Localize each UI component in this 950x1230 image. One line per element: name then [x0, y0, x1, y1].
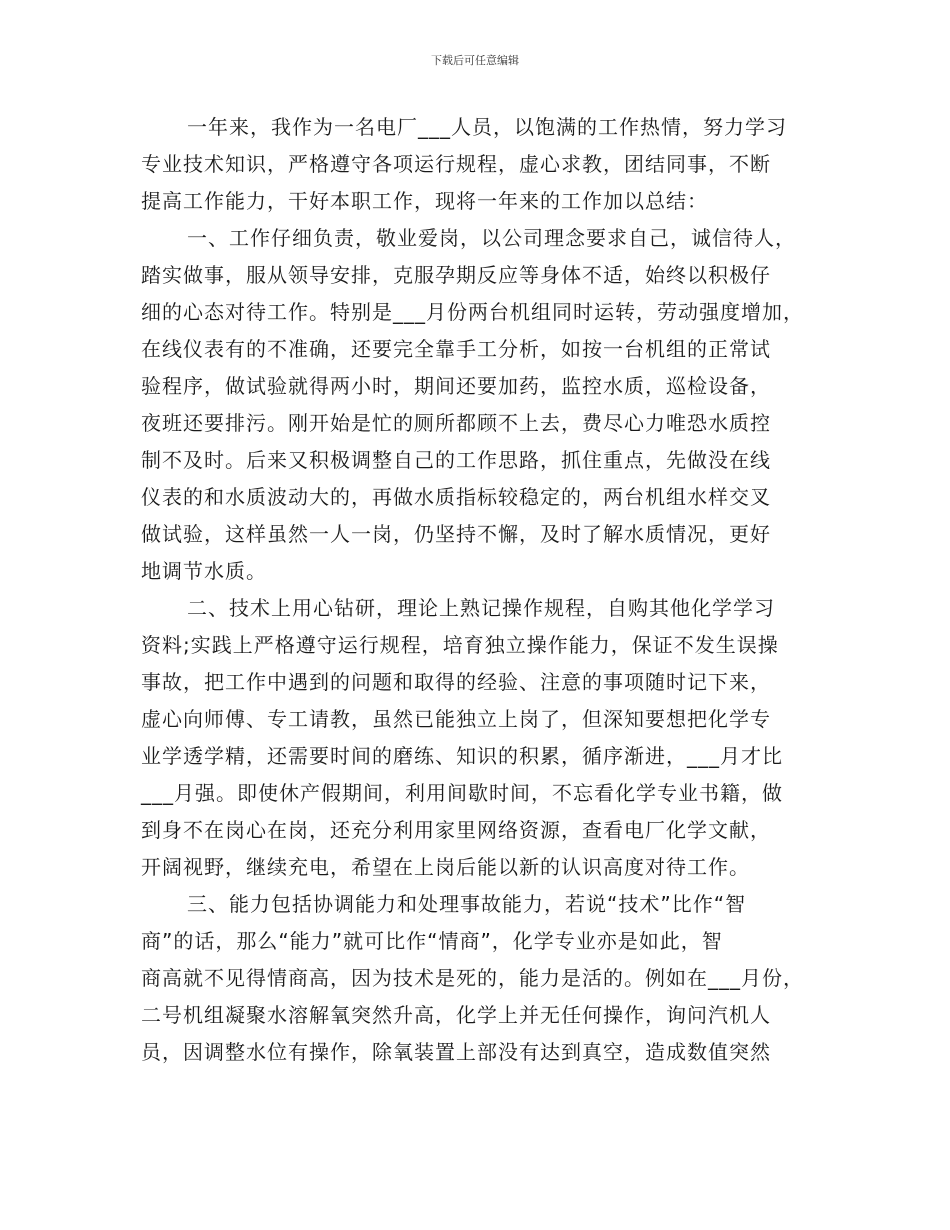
text-line: 做试验，这样虽然一人一岗，仍坚持不懈，及时了解水质情况，更好 [141, 522, 771, 546]
text-line: 在线仪表有的不准确，还要完全靠手工分析，如按一台机组的正常试 [141, 337, 771, 361]
paragraph-first-line: 二、技术上用心钻研，理论上熟记操作规程，自购其他化学学习 [187, 596, 775, 620]
text-line: 到身不在岗心在岗，还充分利用家里网络资源，查看电厂化学文献， [141, 818, 771, 842]
text-line: 细的心态对待工作。特别是___月份两台机组同时运转，劳动强度增加， [141, 300, 804, 324]
text-line: 专业技术知识，严格遵守各项运行规程，虚心求教，团结同事，不断 [141, 152, 771, 176]
paragraph-first-line: 三、能力包括协调能力和处理事故能力，若说“技术”比作“智 [187, 892, 747, 916]
text-line: 员，因调整水位有操作，除氧装置上部没有达到真空，造成数值突然 [141, 1040, 771, 1064]
text-line: 踏实做事，服从领导安排，克服孕期反应等身体不适，始终以积极仔 [141, 263, 771, 287]
text-line: 资料;实践上严格遵守运行规程，培育独立操作能力，保证不发生误操 [141, 633, 779, 657]
text-line: 验程序，做试验就得两小时，期间还要加药，监控水质，巡检设备， [141, 374, 771, 398]
text-line: 商”的话，那么“能力”就可比作“情商”，化学专业亦是如此，智 [141, 929, 723, 953]
text-line: 事故，把工作中遇到的问题和取得的经验、注意的事项随时记下来， [141, 670, 771, 694]
text-line: 夜班还要排污。刚开始是忙的厕所都顾不上去，费尽心力唯恐水质控 [141, 411, 771, 435]
document-body [141, 109, 821, 1071]
text-line: 提高工作能力，干好本职工作，现将一年来的工作加以总结： [141, 189, 708, 213]
text-line: 虚心向师傅、专工请教，虽然已能独立上岗了，但深知要想把化学专 [141, 707, 771, 731]
text-line: 开阔视野，继续充电，希望在上岗后能以新的认识高度对待工作。 [141, 855, 750, 879]
text-line: 商高就不见得情商高，因为技术是死的，能力是活的。例如在___月份， [141, 966, 804, 990]
text-line: 地调节水质。 [141, 559, 267, 583]
text-line: ___月强。即使休产假期间，利用间歇时间，不忘看化学专业书籍，做 [141, 781, 783, 805]
paragraph-first-line: 一年来，我作为一名电厂___人员，以饱满的工作热情，努力学习 [187, 115, 787, 139]
text-line: 业学透学精，还需要时间的磨练、知识的积累，循序渐进，___月才比 [141, 744, 783, 768]
paragraph-first-line: 一、工作仔细负责，敬业爱岗，以公司理念要求自己，诚信待人， [187, 226, 796, 250]
text-line: 仪表的和水质波动大的，再做水质指标较稳定的，两台机组水样交叉 [141, 485, 771, 509]
page-header: 下载后可任意编辑 [431, 54, 519, 67]
text-line: 制不及时。后来又积极调整自己的工作思路，抓住重点，先做没在线 [141, 448, 771, 472]
text-line: 二号机组凝聚水溶解氧突然升高，化学上并无任何操作，询问汽机人 [141, 1003, 771, 1027]
